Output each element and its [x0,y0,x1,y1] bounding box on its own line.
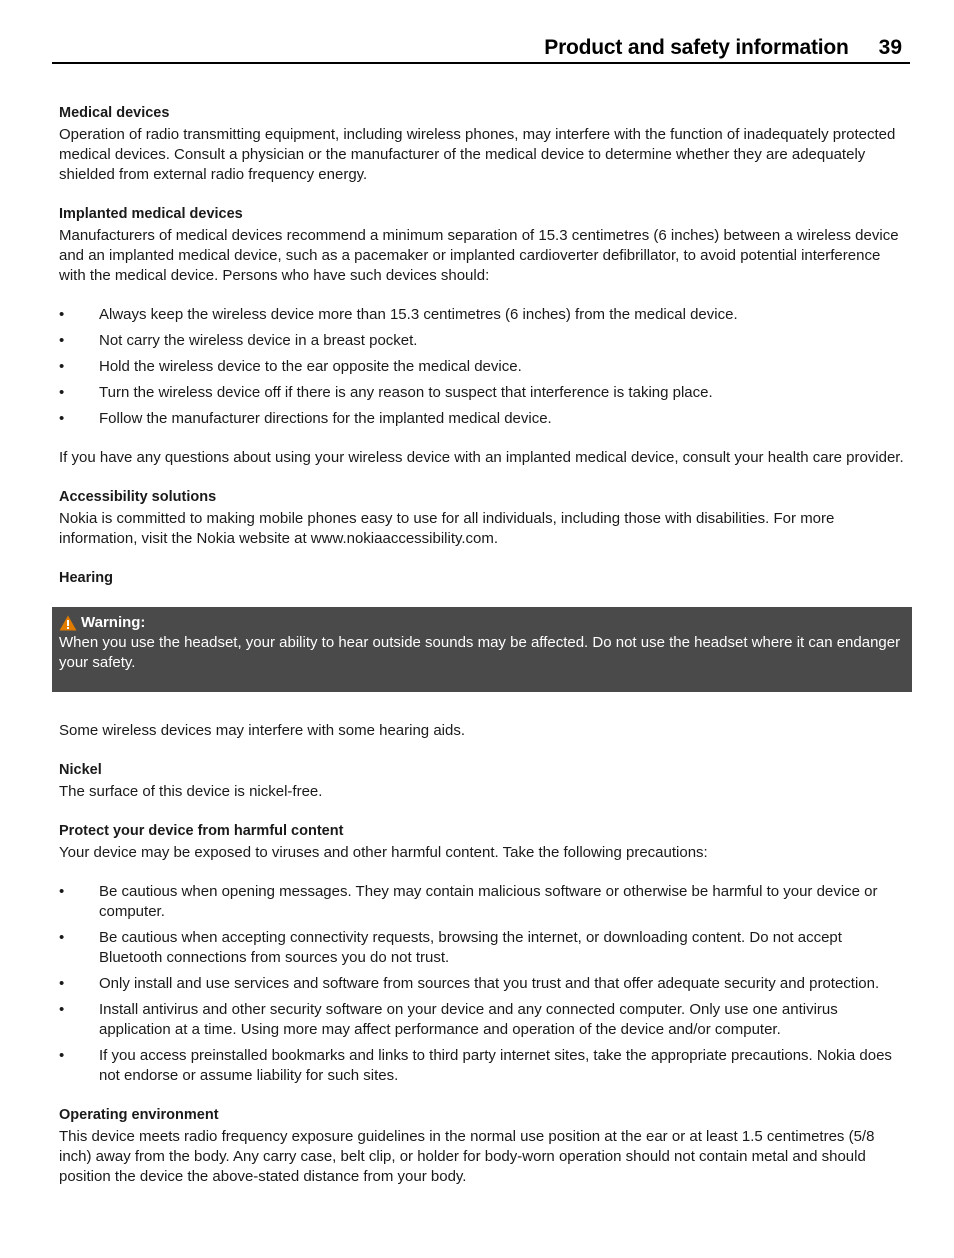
list-item: • Hold the wireless device to the ear opposite the medical device. [59,357,905,377]
paragraph-implanted: Manufacturers of medical devices recommend a minimum separation of 15.3 centimetres (6 inches) between a wireless device and an implanted medical device, such as a pacemaker or implanted cardioverter defibrillator, to avoid potential interference with the medical device. Persons who have such devices should: [59,227,899,284]
section-heading-hearing: Hearing [59,570,113,586]
warning-title-row [59,613,905,633]
paragraph-protect: Your device may be exposed to viruses and other harmful content. Take the following precautions: [59,844,708,861]
section-heading-protect: Protect your device from harmful content [59,823,344,839]
section-heading-nickel: Nickel [59,762,102,778]
warning-text: When you use the headset, your ability to hear outside sounds may be affected. Do not use the headset where it can endanger your safety. [59,634,901,671]
page-number: 39 [878,36,902,59]
warning-triangle-icon [59,615,77,631]
paragraph-medical: Operation of radio transmitting equipment, including wireless phones, may interfere with the function of inadequately protected medical devices. Consult a physician or the manufacturer of the medical device to determine whether they are adequately shielded from external radio frequency energy. [59,126,896,183]
section-heading-medical: Medical devices [59,105,170,121]
list-item: • Turn the wireless device off if there is any reason to suspect that interference is taking place. [59,383,905,403]
list-item: • Always keep the wireless device more than 15.3 centimetres (6 inches) from the medical device. [59,305,905,325]
document-body [59,103,905,1206]
list-item: • Install antivirus and other security software on your device and any connected computer. Only use one antivirus application at a time. Using more may affect performance and operation of the device and/or computer. [59,1000,905,1040]
paragraph-environment: This device meets radio frequency exposure guidelines in the normal use position at the ear or at least 1.5 centimetres (5/8 inch) away from the body. Any carry case, belt clip, or holder for body-worn operation should not contain metal and should position the device the above-stated distance from your body. [59,1128,875,1185]
warning-box [52,607,912,692]
section-heading-environment: Operating environment [59,1107,219,1123]
paragraph-nickel: The surface of this device is nickel-free. [59,783,323,800]
paragraph-accessibility: Nokia is committed to making mobile phones easy to use for all individuals, including those with disabilities. For more information, visit the Nokia website at www.nokiaaccessibility.com. [59,510,835,547]
list-item: • If you access preinstalled bookmarks and links to third party internet sites, take the appropriate precautions. Nokia does not endorse or assume liability for such sites. [59,1046,905,1086]
list-item: • Be cautious when accepting connectivity requests, browsing the internet, or downloading content. Do not accept Bluetooth connections from sources you do not trust. [59,928,905,968]
warning-title: Warning: [81,614,146,631]
page-title: Product and safety information [544,36,849,59]
paragraph-hearing-after: Some wireless devices may interfere with some hearing aids. [59,722,466,739]
protect-list [59,882,905,1086]
section-heading-implanted: Implanted medical devices [59,206,243,222]
paragraph-implanted-after: If you have any questions about using your wireless device with an implanted medical device, consult your health care provider. [59,449,904,466]
page-header [52,34,910,64]
list-item: • Be cautious when opening messages. They may contain malicious software or otherwise be harmful to your device or computer. [59,882,905,922]
section-heading-accessibility: Accessibility solutions [59,489,217,505]
list-item: • Follow the manufacturer directions for the implanted medical device. [59,409,905,429]
list-item: • Only install and use services and software from sources that you trust and that offer adequate security and protection. [59,974,905,994]
implanted-list [59,305,905,429]
list-item: • Not carry the wireless device in a breast pocket. [59,331,905,351]
